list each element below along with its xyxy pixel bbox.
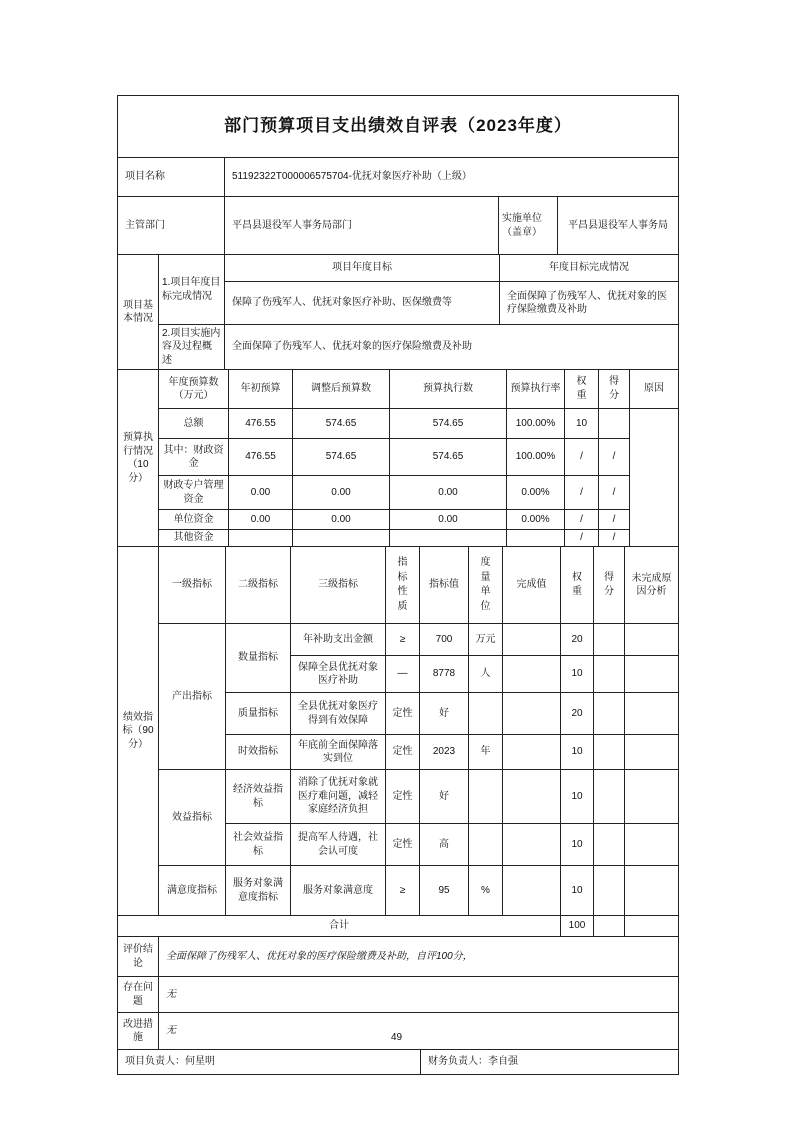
project-name-section	[117, 157, 679, 197]
indicator-cell	[594, 656, 625, 693]
indicator-cell	[594, 770, 625, 824]
level1-benefit: 效益指标	[159, 770, 226, 866]
indicator-cell: 年	[469, 735, 503, 770]
project-name-value: 51192322T000006575704-优抚对象医疗补助（上级）	[225, 158, 679, 197]
indicator-cell	[625, 656, 679, 693]
conclusion-label: 评价结论	[118, 937, 159, 977]
indicator-cell	[625, 693, 679, 735]
implementation-row-value: 全面保障了伤残军人、优抚对象的医疗保险缴费及补助	[225, 325, 679, 370]
budget-cell: 476.55	[229, 409, 293, 439]
indicator-cell: 定性	[386, 693, 420, 735]
indicator-row	[118, 624, 679, 656]
indicator-cell	[503, 735, 561, 770]
indicator-cell	[469, 693, 503, 735]
budget-cell: 574.65	[293, 439, 390, 476]
budget-cell: 574.65	[390, 409, 507, 439]
indicator-cell	[594, 824, 625, 866]
indicator-cell: 95	[420, 866, 469, 916]
budget-cell	[599, 409, 630, 439]
budget-cell: 0.00%	[507, 510, 565, 530]
budget-cell: /	[599, 510, 630, 530]
conclusion-value: 全面保障了伤残军人、优抚对象的医疗保险缴费及补助，自评100分，	[159, 937, 679, 977]
indicator-cell: 20	[561, 624, 594, 656]
indicator-cell: 定性	[386, 824, 420, 866]
budget-cell: /	[599, 530, 630, 547]
budget-cell	[293, 530, 390, 547]
indicator-cell: 提高军人待遇，社会认可度	[291, 824, 386, 866]
indicator-cell	[594, 735, 625, 770]
budget-row-unit-funds	[118, 510, 679, 530]
implementation-row-label: 2.项目实施内容及过程概述	[159, 325, 225, 370]
level2-timeliness: 时效指标	[226, 735, 291, 770]
indicator-col-unit: 度量单位	[469, 547, 503, 624]
budget-cell: 574.65	[293, 409, 390, 439]
indicator-cell	[503, 824, 561, 866]
budget-row-other-funds	[118, 530, 679, 547]
indicator-cell	[625, 824, 679, 866]
indicator-cell: 全县优抚对象医疗得到有效保障	[291, 693, 386, 735]
budget-col-reason: 原因	[630, 370, 679, 409]
level2-quality: 质量指标	[226, 693, 291, 735]
indicators-section-label: 绩效指标（90分）	[118, 547, 159, 916]
indicator-cell	[625, 866, 679, 916]
indicator-cell: 保障全县优抚对象医疗补助	[291, 656, 386, 693]
budget-row-special-account	[118, 476, 679, 510]
finance-manager: 财务负责人：李自强	[421, 1050, 679, 1075]
indicator-cell: 8778	[420, 656, 469, 693]
indicator-cell: 2023	[420, 735, 469, 770]
budget-cell: /	[565, 476, 599, 510]
budget-col-score: 得分	[599, 370, 630, 409]
measures-label: 改进措施	[118, 1013, 159, 1050]
budget-col-rate: 预算执行率	[507, 370, 565, 409]
indicator-cell: 高	[420, 824, 469, 866]
level2-quantity: 数量指标	[226, 624, 291, 693]
budget-cell: 0.00	[229, 510, 293, 530]
implementing-unit-label: 实施单位（盖章）	[499, 197, 558, 255]
annual-goal-row-label: 1.项目年度目标完成情况	[159, 255, 225, 325]
measures-section	[117, 1012, 679, 1050]
measures-value: 无	[159, 1013, 679, 1050]
budget-cell	[507, 530, 565, 547]
page-number: 49	[390, 1032, 403, 1043]
self-evaluation-table	[117, 95, 678, 1075]
indicator-cell: 消除了优抚对象就医疗难问题，减轻家庭经济负担	[291, 770, 386, 824]
indicator-cell	[503, 693, 561, 735]
budget-cell	[229, 530, 293, 547]
level2-satisfaction: 服务对象满意度指标	[226, 866, 291, 916]
level2-economic: 经济效益指标	[226, 770, 291, 824]
performance-indicators-section	[117, 546, 679, 937]
budget-cell: /	[565, 530, 599, 547]
indicator-cell: 万元	[469, 624, 503, 656]
indicator-cell: 20	[561, 693, 594, 735]
indicator-cell: 10	[561, 866, 594, 916]
budget-row-label: 财政专户管理资金	[159, 476, 229, 510]
total-reason	[625, 916, 679, 937]
budget-cell: 574.65	[390, 439, 507, 476]
total-score	[594, 916, 625, 937]
indicator-cell: 10	[561, 735, 594, 770]
budget-cell: 0.00	[293, 510, 390, 530]
level1-satisfaction: 满意度指标	[159, 866, 226, 916]
problems-label: 存在问题	[118, 977, 159, 1013]
budget-cell: /	[565, 510, 599, 530]
indicator-cell: ≥	[386, 866, 420, 916]
department-label: 主管部门	[118, 197, 225, 255]
indicator-cell	[594, 866, 625, 916]
indicator-col-level1: 一级指标	[159, 547, 226, 624]
budget-execution-section	[117, 369, 679, 547]
indicator-cell	[625, 624, 679, 656]
indicator-cell: 好	[420, 770, 469, 824]
department-value: 平昌县退役军人事务局部门	[225, 197, 499, 255]
indicator-cell	[625, 770, 679, 824]
indicator-cell: 700	[420, 624, 469, 656]
indicator-cell: 10	[561, 656, 594, 693]
goal-completion-value: 全面保障了伤残军人、优抚对象的医疗保险缴费及补助	[500, 282, 679, 325]
indicator-row	[118, 866, 679, 916]
budget-col-executed: 预算执行数	[390, 370, 507, 409]
problems-value: 无	[159, 977, 679, 1013]
total-label: 合计	[118, 916, 561, 937]
indicator-cell	[503, 624, 561, 656]
budget-cell: /	[599, 476, 630, 510]
budget-cell: 0.00	[390, 510, 507, 530]
indicator-total-row	[118, 916, 679, 937]
budget-cell: 10	[565, 409, 599, 439]
budget-row-label: 其中：财政资金	[159, 439, 229, 476]
budget-cell: 100.00%	[507, 409, 565, 439]
indicator-cell: 10	[561, 770, 594, 824]
indicator-cell: %	[469, 866, 503, 916]
indicator-cell	[503, 770, 561, 824]
budget-section-label: 预算执行情况（10分）	[118, 370, 159, 547]
budget-col-initial: 年初预算	[229, 370, 293, 409]
indicator-cell	[594, 693, 625, 735]
budget-col-adjusted: 调整后预算数	[293, 370, 390, 409]
budget-cell: 0.00	[229, 476, 293, 510]
indicator-cell: 定性	[386, 735, 420, 770]
budget-reason-cell	[630, 409, 679, 547]
department-section	[117, 196, 679, 255]
indicator-cell: 定性	[386, 770, 420, 824]
project-name-label: 项目名称	[118, 158, 225, 197]
indicator-col-reason: 未完成原因分析	[625, 547, 679, 624]
indicator-cell	[503, 866, 561, 916]
indicator-cell: 人	[469, 656, 503, 693]
budget-cell: 100.00%	[507, 439, 565, 476]
budget-cell: /	[565, 439, 599, 476]
basic-info-section	[117, 254, 679, 370]
basic-info-section-label: 项目基本情况	[118, 255, 159, 370]
annual-goal-header: 项目年度目标	[225, 255, 500, 282]
indicator-cell: —	[386, 656, 420, 693]
goal-completion-header: 年度目标完成情况	[500, 255, 679, 282]
budget-col-annual: 年度预算数（万元）	[159, 370, 229, 409]
annual-goal-value: 保障了伤残军人、优抚对象医疗补助、医保缴费等	[225, 282, 500, 325]
budget-cell: 0.00	[390, 476, 507, 510]
responsible-section	[117, 1049, 679, 1075]
budget-cell: 476.55	[229, 439, 293, 476]
indicator-cell: ≥	[386, 624, 420, 656]
indicator-cell: 年底前全面保障落实到位	[291, 735, 386, 770]
budget-row-fiscal	[118, 439, 679, 476]
budget-row-label: 单位资金	[159, 510, 229, 530]
indicator-cell	[594, 624, 625, 656]
budget-cell: /	[599, 439, 630, 476]
indicator-col-actual: 完成值	[503, 547, 561, 624]
conclusion-section	[117, 936, 679, 977]
indicator-col-level3: 三级指标	[291, 547, 386, 624]
indicator-cell	[503, 656, 561, 693]
indicator-row	[118, 770, 679, 824]
budget-row-total	[118, 409, 679, 439]
budget-cell	[390, 530, 507, 547]
budget-row-label: 总额	[159, 409, 229, 439]
implementing-unit-value: 平昌县退役军人事务局	[558, 197, 679, 255]
problems-section	[117, 976, 679, 1013]
level2-social: 社会效益指标	[226, 824, 291, 866]
budget-cell: 0.00%	[507, 476, 565, 510]
indicator-cell	[469, 824, 503, 866]
indicator-cell: 年补助支出金额	[291, 624, 386, 656]
indicator-cell: 好	[420, 693, 469, 735]
title-section	[117, 95, 679, 158]
budget-cell: 0.00	[293, 476, 390, 510]
indicator-col-level2: 二级指标	[226, 547, 291, 624]
indicator-cell: 服务对象满意度	[291, 866, 386, 916]
indicator-cell	[625, 735, 679, 770]
indicator-col-target: 指标值	[420, 547, 469, 624]
indicator-col-weight: 权重	[561, 547, 594, 624]
budget-row-label: 其他资金	[159, 530, 229, 547]
indicator-col-nature: 指标性质	[386, 547, 420, 624]
indicator-cell	[469, 770, 503, 824]
total-weight: 100	[561, 916, 594, 937]
indicator-col-score: 得分	[594, 547, 625, 624]
budget-col-weight: 权重	[565, 370, 599, 409]
project-manager: 项目负责人：何星明	[118, 1050, 421, 1075]
page-title: 部门预算项目支出绩效自评表（2023年度）	[118, 96, 679, 158]
level1-output: 产出指标	[159, 624, 226, 770]
indicator-cell: 10	[561, 824, 594, 866]
